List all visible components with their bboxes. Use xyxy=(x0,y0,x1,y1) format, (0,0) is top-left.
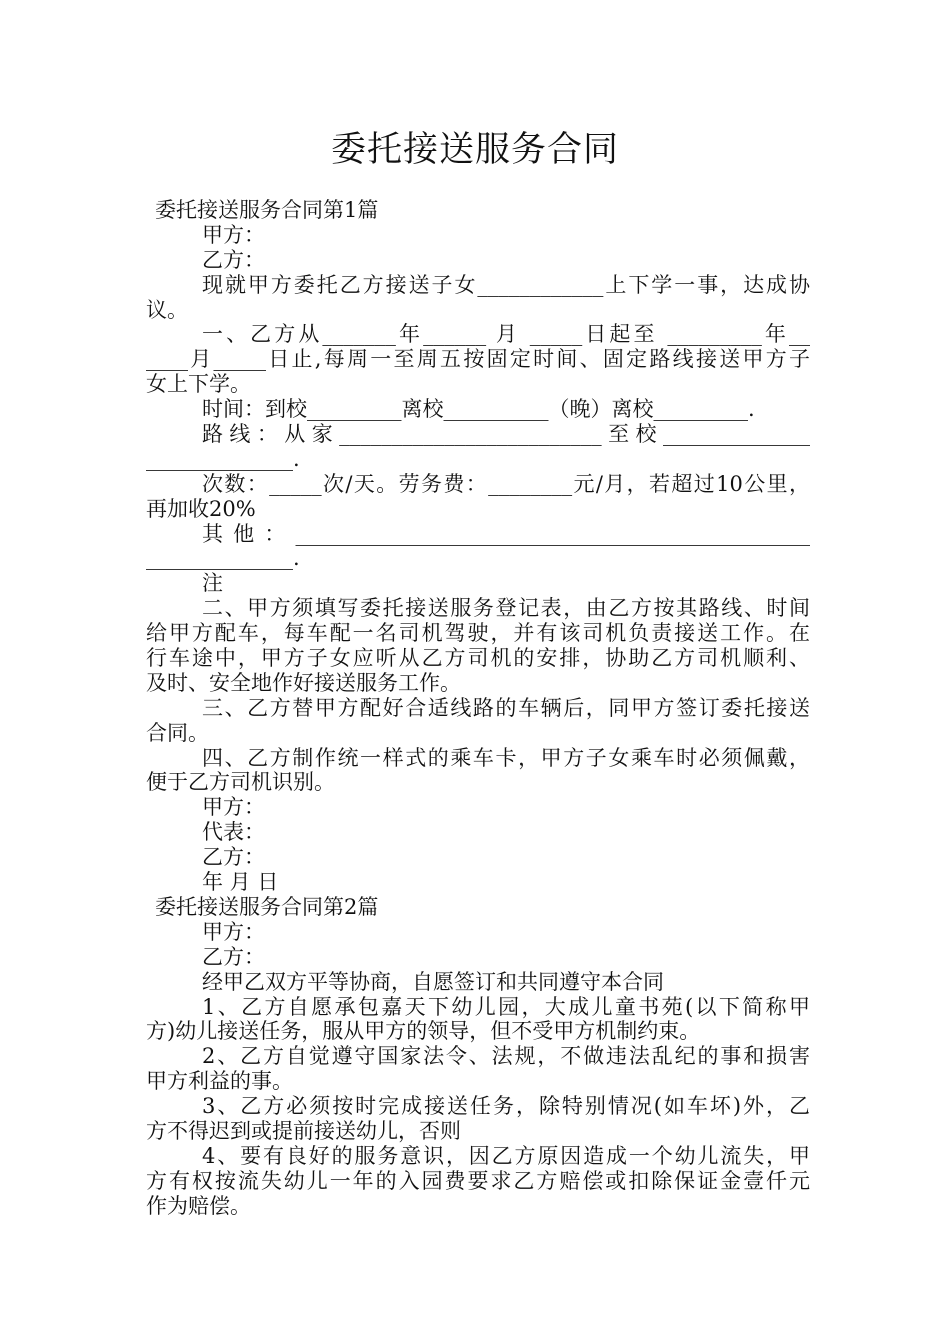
text-line: 路线：从家_________________________至校______________ xyxy=(202,422,810,447)
text-line: 乙方： xyxy=(202,247,265,272)
text-line: 二、甲方须填写委托接送服务登记表，由乙方按其路线、时间 xyxy=(202,596,810,621)
text-line: 女上下学。 xyxy=(146,372,251,397)
text-line: 4、要有良好的服务意识，因乙方原因造成一个幼儿流失，甲 xyxy=(202,1143,810,1168)
text-line: 现就甲方委托乙方接送子女____________上下学一事，达成协 xyxy=(202,272,810,297)
text-line: 方不得迟到或提前接送幼儿，否则 xyxy=(146,1118,461,1143)
text-line: ____月_____日止,每周一至周五按固定时间、固定路线接送甲方子 xyxy=(146,347,810,372)
text-line: 注 xyxy=(202,571,223,596)
text-line: 经甲乙双方平等协商，自愿签订和共同遵守本合同 xyxy=(202,969,664,994)
text-line: 3、乙方必须按时完成接送任务，除特别情况(如车坏)外，乙 xyxy=(202,1094,810,1119)
text-line: 议。 xyxy=(146,297,188,322)
text-line: ______________. xyxy=(146,546,300,571)
text-line: 其他：_________________________________________________ xyxy=(202,521,810,546)
text-line: ______________. xyxy=(146,446,300,471)
text-line: 行车途中，甲方子女应听从乙方司机的安排，协助乙方司机顺利、 xyxy=(146,646,810,671)
text-line: 时间：到校_________离校__________（晚）离校_________. xyxy=(202,397,755,422)
text-line: 方)幼儿接送任务，服从甲方的领导，但不受甲方机制约束。 xyxy=(146,1019,701,1044)
text-line: 给甲方配车，每车配一名司机驾驶，并有该司机负责接送工作。在 xyxy=(146,621,810,646)
text-line: 乙方： xyxy=(202,944,265,969)
text-line: 乙方： xyxy=(202,845,265,870)
text-line: 甲方： xyxy=(202,795,265,820)
text-line: 三、乙方替甲方配好合适线路的车辆后，同甲方签订委托接送 xyxy=(202,695,810,720)
text-line: 作为赔偿。 xyxy=(146,1193,251,1218)
text-line: 甲方利益的事。 xyxy=(146,1069,293,1094)
document-body xyxy=(146,198,810,1219)
document-title: 委托接送服务合同 xyxy=(330,130,619,170)
text-line: 合同。 xyxy=(146,720,209,745)
text-line: 次数：_____次/天。劳务费：________元/月，若超过10公里， xyxy=(202,471,810,496)
text-line: 及时、安全地作好接送服务工作。 xyxy=(146,670,461,695)
text-line: 2、乙方自觉遵守国家法令、法规，不做违法乱纪的事和损害 xyxy=(202,1044,810,1069)
text-line: 委托接送服务合同第2篇 xyxy=(155,894,379,919)
text-line: 1、乙方自愿承包嘉天下幼儿园，大成儿童书苑(以下简称甲 xyxy=(202,994,810,1019)
text-line: 方有权按流失幼儿一年的入园费要求乙方赔偿或扣除保证金壹仟元 xyxy=(146,1168,810,1193)
text-line: 四、乙方制作统一样式的乘车卡，甲方子女乘车时必须佩戴， xyxy=(202,745,810,770)
text-line: 委托接送服务合同第1篇 xyxy=(155,198,379,222)
text-line: 便于乙方司机识别。 xyxy=(146,770,335,795)
text-line: 代表： xyxy=(202,820,265,845)
text-line: 年 月 日 xyxy=(202,870,279,895)
text-line: 一、乙方从_______年______ 月 _____日起至 _________年__ xyxy=(202,322,810,347)
text-line: 甲方： xyxy=(202,919,265,944)
text-line: 甲方： xyxy=(202,222,265,247)
text-line: 再加收20% xyxy=(146,496,256,521)
